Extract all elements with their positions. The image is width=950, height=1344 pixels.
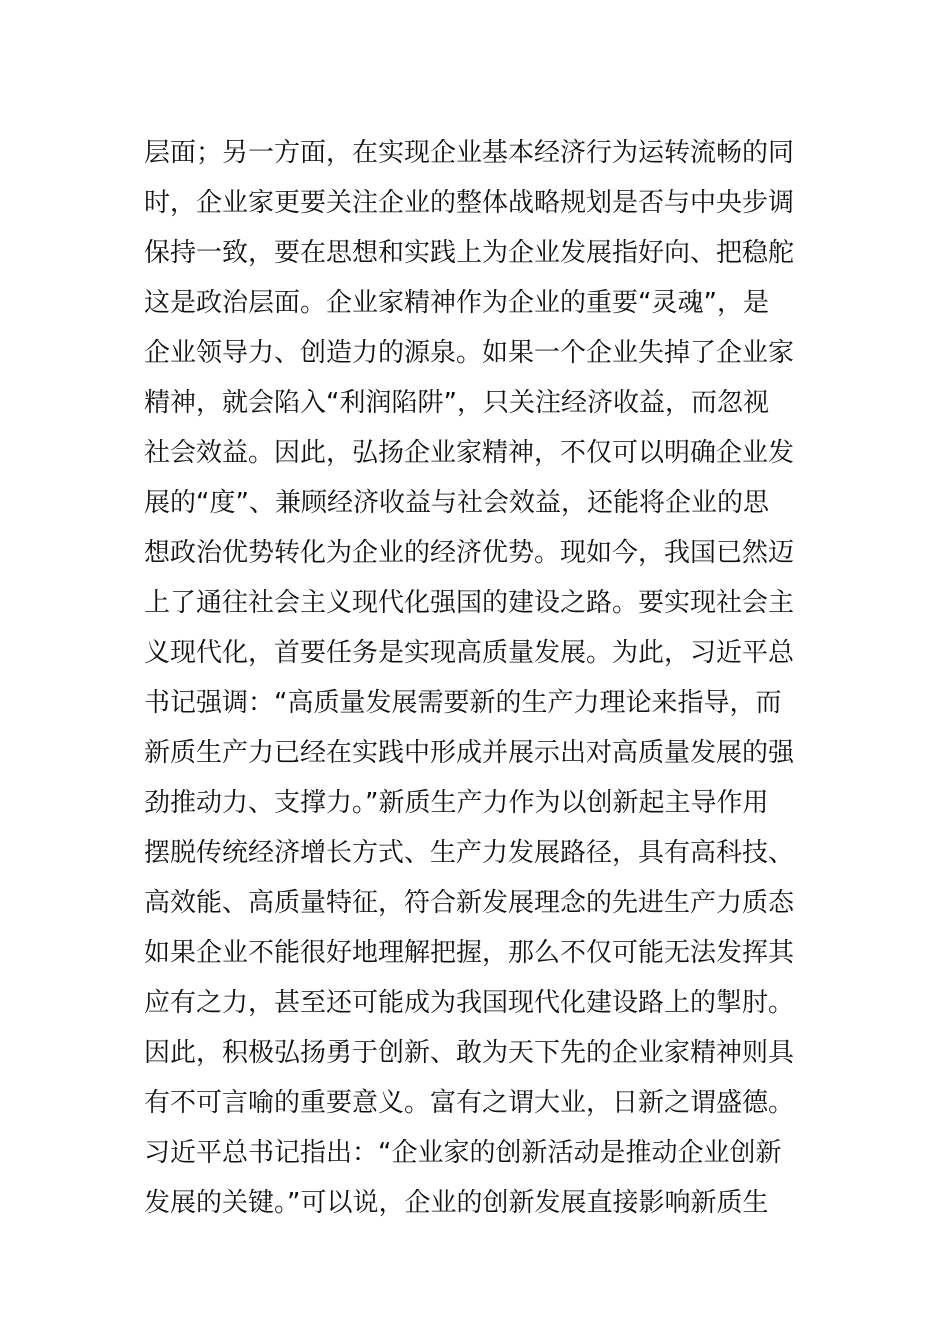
text-line: 习近平总书记指出：“企业家的创新活动是推动企业创新 — [144, 1138, 782, 1168]
text-line: 社会效益。因此，弘扬企业家精神，不仅可以明确企业发 — [144, 438, 795, 468]
text-line: 这是政治层面。企业家精神作为企业的重要“灵魂”，是 — [144, 288, 769, 318]
text-line: 劲推动力、支撑力。”新质生产力作为以创新起主导作用 — [144, 788, 769, 818]
text-line: 如果企业不能很好地理解把握，那么不仅可能无法发挥其 — [144, 938, 795, 968]
text-line: 书记强调：“高质量发展需要新的生产力理论来指导，而 — [144, 688, 782, 718]
body-text — [144, 128, 814, 1228]
text-line: 因此，积极弘扬勇于创新、敢为天下先的企业家精神则具 — [144, 1038, 795, 1068]
text-line: 时，企业家更要关注企业的整体战略规划是否与中央步调 — [144, 188, 795, 218]
text-line: 想政治优势转化为企业的经济优势。现如今，我国已然迈 — [144, 538, 795, 568]
text-line: 上了通往社会主义现代化强国的建设之路。要实现社会主 — [144, 588, 795, 618]
text-line: 精神，就会陷入“利润陷阱”，只关注经济收益，而忽视 — [144, 388, 769, 418]
text-line: 应有之力，甚至还可能成为我国现代化建设路上的掣肘。 — [144, 988, 795, 1018]
text-line: 展的“度”、兼顾经济收益与社会效益，还能将企业的思 — [144, 488, 769, 518]
text-line: 层面；另一方面，在实现企业基本经济行为运转流畅的同 — [144, 138, 795, 168]
text-line: 发展的关键。”可以说，企业的创新发展直接影响新质生 — [144, 1188, 769, 1218]
text-line: 新质生产力已经在实践中形成并展示出对高质量发展的强 — [144, 738, 795, 768]
text-line: 保持一致，要在思想和实践上为企业发展指好向、把稳舵 — [144, 238, 795, 268]
text-line: 高效能、高质量特征，符合新发展理念的先进生产力质态 — [144, 888, 795, 918]
text-line: 企业领导力、创造力的源泉。如果一个企业失掉了企业家 — [144, 338, 795, 368]
text-line: 有不可言喻的重要意义。富有之谓大业，日新之谓盛德。 — [144, 1088, 795, 1118]
text-line: 摆脱传统经济增长方式、生产力发展路径，具有高科技、 — [144, 838, 795, 868]
text-line: 义现代化，首要任务是实现高质量发展。为此，习近平总 — [144, 638, 795, 668]
